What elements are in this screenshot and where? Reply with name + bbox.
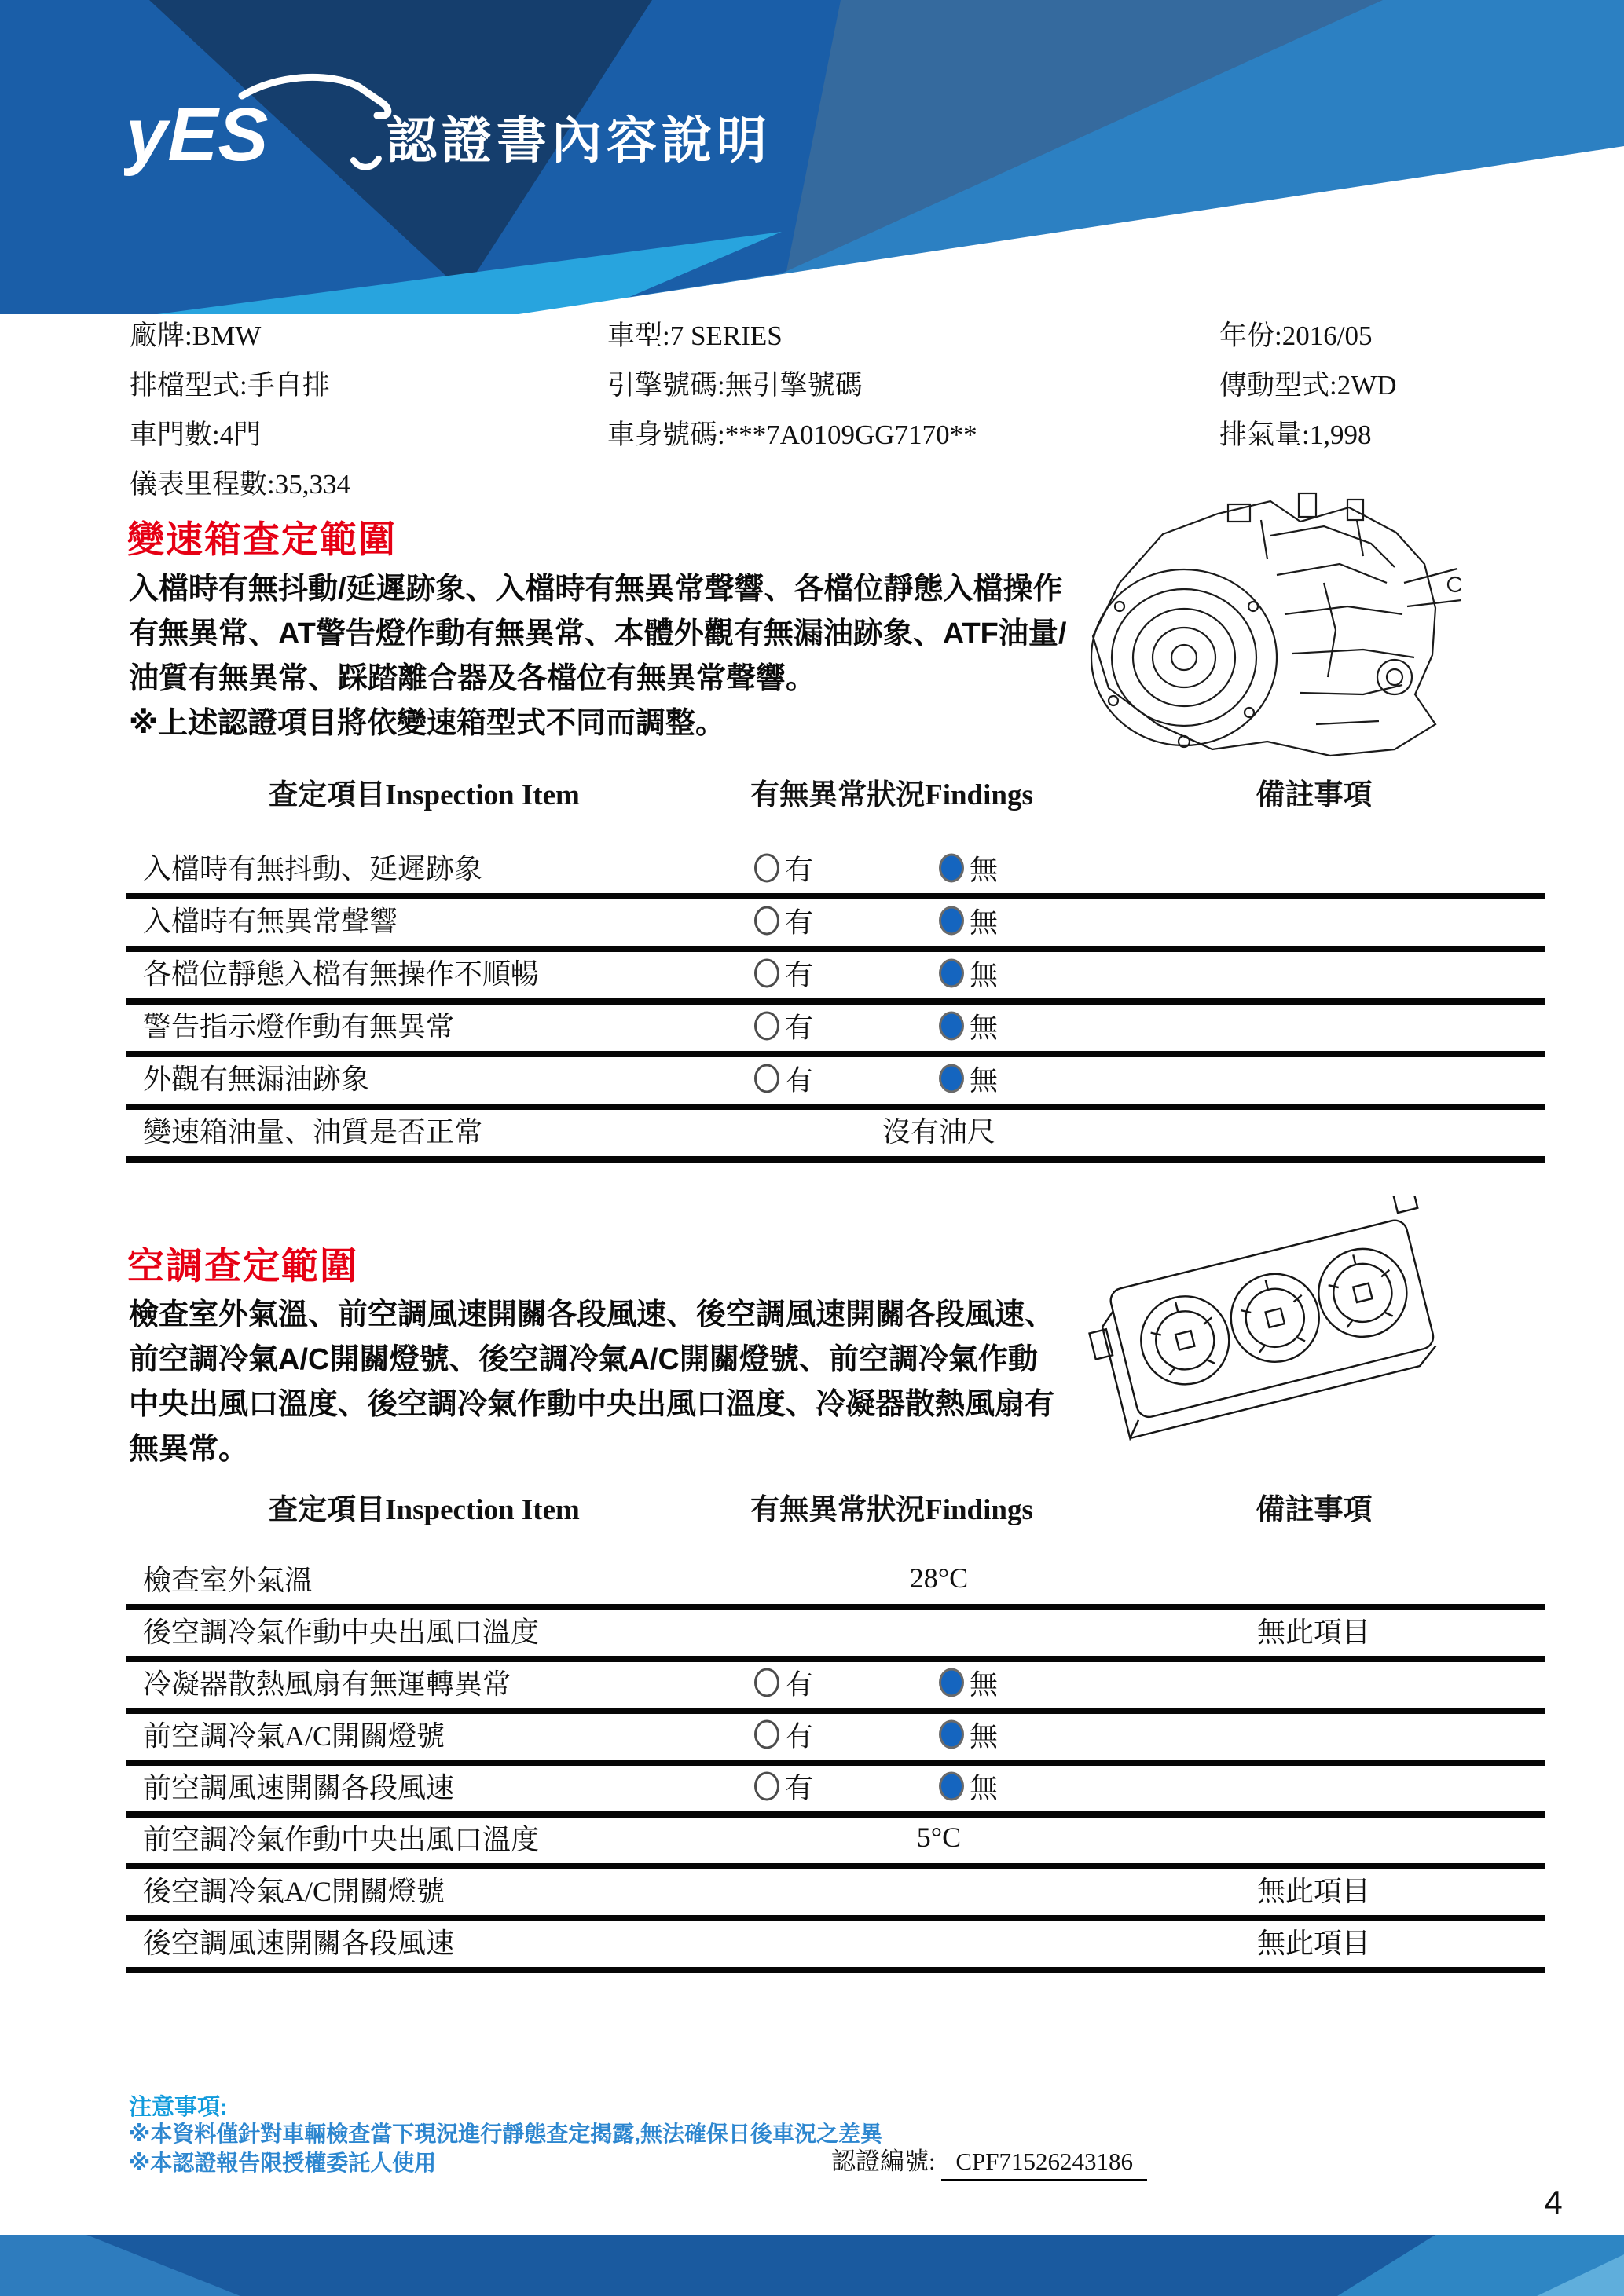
radio-no-selected[interactable]: 無 (939, 1766, 998, 1806)
radio-selected-icon (939, 1719, 964, 1749)
radio-yes[interactable]: 有 (754, 848, 813, 888)
radio-no-selected[interactable]: 無 (939, 900, 998, 940)
radio-unselected-icon (754, 1771, 779, 1800)
page-title: 認證書內容說明 (387, 112, 772, 169)
car-wheel-icon (354, 159, 379, 167)
column-header-findings: 有無異常狀況Findings (750, 1494, 1033, 1526)
ac-table (126, 1558, 1545, 1973)
svg-text:yES: yES (126, 93, 269, 177)
info-brand: 廠牌 : BMW (130, 311, 350, 361)
radio-no-selected[interactable]: 無 (939, 1005, 998, 1045)
info-displacement: 排氣量 : 1,998 (1219, 410, 1397, 460)
remark-value: 無此項目 (1256, 1927, 1370, 1959)
row-label: 變速箱油量、油質是否正常 (143, 1116, 483, 1148)
ac-section-title: 空調查定範圍 (127, 1245, 358, 1287)
transmission-illustration (1065, 489, 1461, 765)
yes-logo (124, 72, 395, 178)
radio-selected-icon (939, 1064, 964, 1093)
row-label: 前空調冷氣作動中央出風口溫度 (143, 1823, 540, 1855)
column-header-item: 查定項目Inspection Item (269, 1494, 580, 1526)
info-drivetrain: 傳動型式 : 2WD (1219, 361, 1397, 410)
info-vin: 車身號碼 : ***7A0109GG7170** (607, 410, 977, 460)
row-label: 後空調冷氣作動中央出風口溫度 (143, 1616, 540, 1648)
column-header-remarks: 備註事項 (1256, 779, 1373, 811)
radio-no-selected[interactable]: 無 (939, 1058, 998, 1098)
radio-no-selected[interactable]: 無 (939, 848, 998, 888)
transmission-description: 入檔時有無抖動/延遲跡象、入檔時有無異常聲響、各檔位靜態入檔操作 有無異常、AT警告燈作動有無異常、本體外觀有無漏油跡象、ATF油量/ 油質有無異常、踩踏離合器及各檔位有無異常聲響。 ※上述認證項目將依變速箱型式不同而調整。 (129, 573, 1067, 740)
ac-panel-illustration (1088, 1196, 1450, 1456)
radio-unselected-icon (754, 1719, 779, 1749)
transmission-table (126, 847, 1545, 1163)
radio-yes[interactable]: 有 (754, 900, 813, 940)
radio-selected-icon (939, 958, 964, 987)
row-label: 檢查室外氣溫 (143, 1564, 313, 1596)
radio-selected-icon (939, 853, 964, 882)
row-label: 前空調冷氣A/C開關燈號 (143, 1719, 445, 1752)
remark-value: 無此項目 (1256, 1875, 1370, 1907)
radio-selected-icon (939, 1668, 964, 1697)
certificate-number-value: CPF71526243186 (941, 2148, 1147, 2181)
row-label: 警告指示燈作動有無異常 (143, 1011, 455, 1042)
radio-unselected-icon (754, 906, 779, 935)
radio-no-selected[interactable]: 無 (939, 1714, 998, 1754)
transmission-section-title: 變速箱查定範圍 (127, 518, 397, 560)
certificate-number (831, 2141, 1147, 2181)
table-row (126, 952, 1545, 1005)
radio-unselected-icon (754, 1064, 779, 1093)
certificate-number-label: 認證編號 : (831, 2148, 936, 2175)
ac-description: 檢查室外氣溫、前空調風速開關各段風速、後空調風速開關各段風速、 前空調冷氣A/C開關燈號、後空調冷氣A/C開關燈號、前空調冷氣作動 中央出風口溫度、後空調冷氣作動中央出風口溫度、冷凝器散熱風扇有 無異常。 (129, 1298, 1055, 1466)
table-row (126, 1714, 1545, 1766)
radio-yes[interactable]: 有 (754, 1662, 813, 1702)
radio-yes[interactable]: 有 (754, 953, 813, 993)
radio-unselected-icon (754, 1011, 779, 1040)
remark-value: 無此項目 (1256, 1616, 1370, 1648)
transmission-table-header (126, 776, 1545, 815)
column-header-findings: 有無異常狀況Findings (750, 779, 1033, 811)
radio-no-selected[interactable]: 無 (939, 1662, 998, 1702)
column-header-remarks: 備註事項 (1256, 1494, 1373, 1526)
table-row (126, 1005, 1545, 1057)
table-row (126, 899, 1545, 952)
row-label: 外觀有無漏油跡象 (143, 1064, 370, 1095)
table-row (126, 1869, 1545, 1921)
radio-unselected-icon (754, 958, 779, 987)
row-label: 冷凝器散熱風扇有無運轉異常 (143, 1668, 511, 1700)
radio-yes[interactable]: 有 (754, 1058, 813, 1098)
finding-value: 沒有油尺 (882, 1116, 995, 1148)
info-engine-no: 引擎號碼 : 無引擎號碼 (607, 361, 977, 410)
radio-no-selected[interactable]: 無 (939, 953, 998, 993)
info-odometer: 儀表里程數 : 35,334 (130, 460, 350, 509)
table-row (126, 1766, 1545, 1818)
notice-notes: ※本資料僅針對車輛檢查當下現況進行靜態查定揭露,無法確保日後車況之差異 ※本認證報告限授權委託人使用 (129, 2122, 883, 2175)
table-row (126, 1921, 1545, 1973)
notice-title: 注意事項: (129, 2095, 228, 2120)
footer-banner (0, 2235, 1624, 2296)
table-row (126, 1662, 1545, 1714)
column-header-item: 查定項目Inspection Item (269, 779, 580, 811)
table-row (126, 847, 1545, 899)
radio-unselected-icon (754, 1668, 779, 1697)
ac-table-header (126, 1491, 1545, 1530)
row-label: 後空調風速開關各段風速 (143, 1927, 455, 1959)
table-row (126, 1558, 1545, 1610)
radio-yes[interactable]: 有 (754, 1714, 813, 1754)
radio-yes[interactable]: 有 (754, 1005, 813, 1045)
table-row (126, 1610, 1545, 1662)
radio-selected-icon (939, 906, 964, 935)
page-number: 4 (1544, 2184, 1563, 2221)
row-label: 入檔時有無抖動、延遲跡象 (143, 853, 483, 884)
table-row (126, 1057, 1545, 1110)
row-label: 各檔位靜態入檔有無操作不順暢 (143, 958, 540, 990)
radio-yes[interactable]: 有 (754, 1766, 813, 1806)
row-label: 後空調冷氣A/C開關燈號 (143, 1875, 445, 1907)
row-label: 入檔時有無異常聲響 (143, 906, 398, 937)
row-label: 前空調風速開關各段風速 (143, 1771, 455, 1803)
info-gearbox-type: 排檔型式 : 手自排 (130, 361, 350, 410)
info-doors: 車門數 : 4門 (130, 410, 350, 460)
radio-selected-icon (939, 1771, 964, 1800)
finding-value: 28°C (909, 1562, 969, 1594)
radio-selected-icon (939, 1011, 964, 1040)
table-row (126, 1818, 1545, 1869)
info-model: 車型 : 7 SERIES (607, 311, 977, 361)
info-year: 年份 : 2016/05 (1219, 311, 1397, 361)
radio-unselected-icon (754, 853, 779, 882)
table-row (126, 1110, 1545, 1163)
finding-value: 5°C (916, 1822, 962, 1853)
